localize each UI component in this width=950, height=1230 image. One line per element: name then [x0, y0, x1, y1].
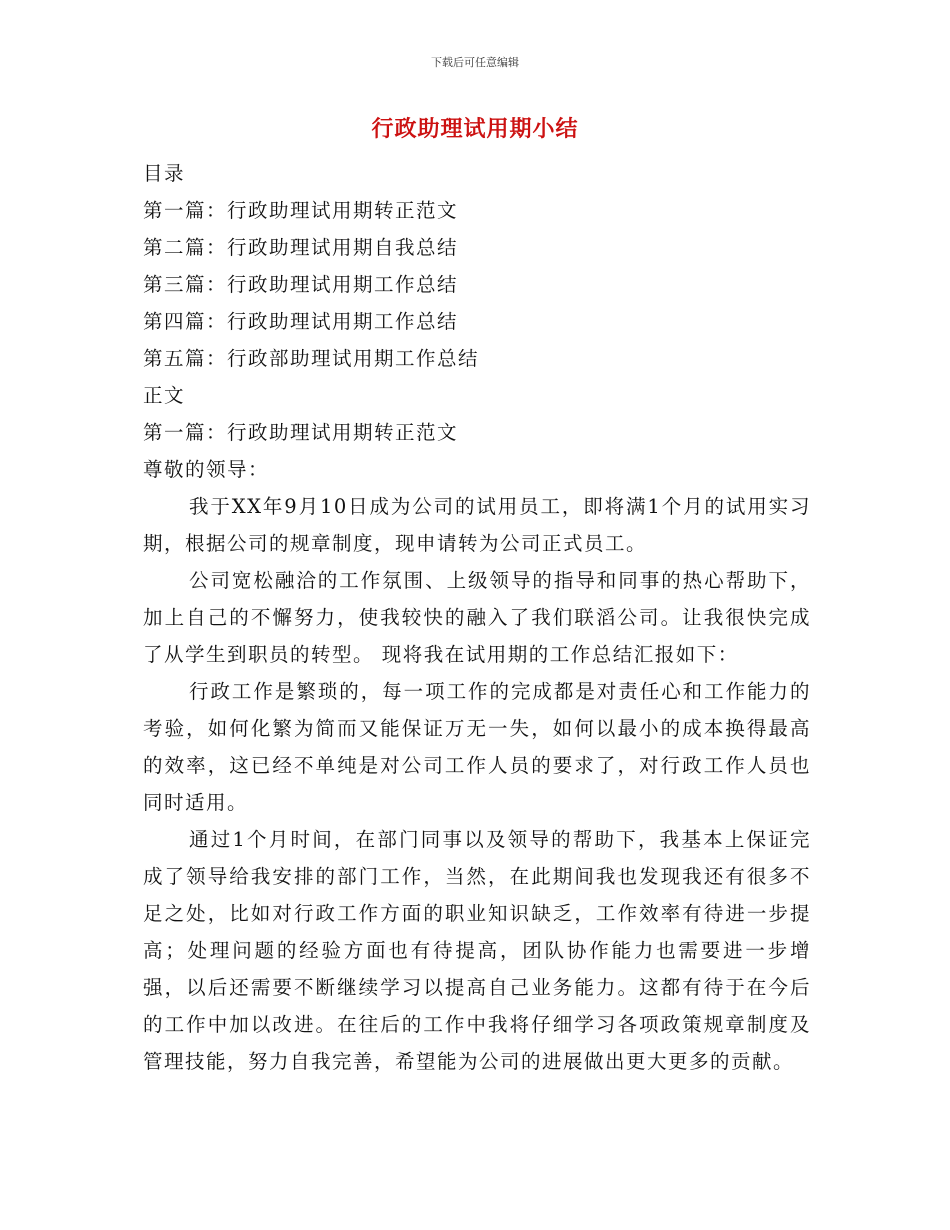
toc-heading: 目录 [143, 162, 186, 185]
body-heading: 正文 [143, 384, 186, 407]
toc-item-1: 第一篇：行政助理试用期转正范文 [143, 199, 459, 222]
paragraph-3: 行政工作是繁琐的，每一项工作的完成都是对责任心和工作能力的考验，如何化繁为简而又能保证万无一失，如何以最小的成本换得最高的效率，这已经不单纯是对公司工作人员的要求了，对行政工作人员也同时适用。 [143, 680, 811, 814]
header-note: 下载后可任意编辑 [431, 56, 519, 69]
toc-item-2: 第二篇：行政助理试用期自我总结 [143, 236, 459, 259]
paragraph-4: 通过1个月时间，在部门同事以及领导的帮助下，我基本上保证完成了领导给我安排的部门工作，当然，在此期间我也发现我还有很多不足之处，比如对行政工作方面的职业知识缺乏，工作效率有待进一步提高；处理问题的经验方面也有待提高，团队协作能力也需要进一步增强，以后还需要不断继续学习以提高自己业务能力。这都有待于在今后的工作中加以改进。在往后的工作中我将仔细学习各项政策规章制度及管理技能，努力自我完善，希望能为公司的进展做出更大更多的贡献。 [143, 828, 811, 1073]
toc-item-5: 第五篇：行政部助理试用期工作总结 [143, 347, 480, 370]
section-title: 第一篇：行政助理试用期转正范文 [143, 421, 459, 444]
toc-item-4: 第四篇：行政助理试用期工作总结 [143, 310, 459, 333]
paragraph-2: 公司宽松融洽的工作氛围、上级领导的指导和同事的热心帮助下，加上自己的不懈努力，使我较快的融入了我们联滔公司。让我很快完成了从学生到职员的转型。 现将我在试用期的工作总结汇报如下： [143, 569, 811, 666]
salutation: 尊敬的领导： [143, 458, 270, 481]
paragraph-1: 我于XX年9月10日成为公司的试用员工，即将满1个月的试用实习期，根据公司的规章制度，现申请转为公司正式员工。 [143, 495, 811, 555]
document-title: 行政助理试用期小结 [371, 116, 579, 142]
document-body [143, 155, 811, 1080]
toc-item-3: 第三篇：行政助理试用期工作总结 [143, 273, 459, 296]
